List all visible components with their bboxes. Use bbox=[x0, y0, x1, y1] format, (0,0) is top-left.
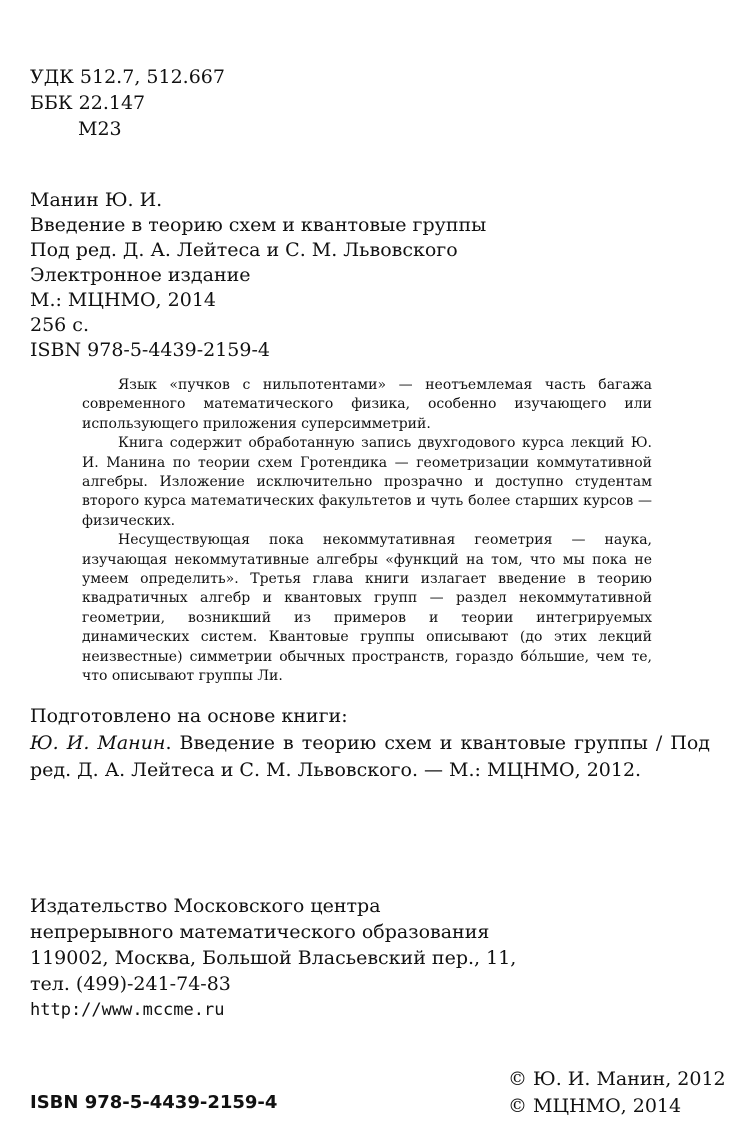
publisher-info bbox=[30, 893, 516, 1023]
author-mark: М23 bbox=[78, 118, 122, 140]
source-details: . Введение в теорию схем и квантовые группы / Под ред. Д. А. Лейтеса и С. М. Львовского. — М.: МЦНМО, 2012. bbox=[30, 732, 710, 781]
publisher-name-line1: Издательство Московского центра bbox=[30, 895, 381, 917]
annotation bbox=[82, 376, 652, 687]
book-pages: 256 с. bbox=[30, 314, 89, 336]
udc-code: УДК 512.7, 512.667 bbox=[30, 66, 225, 88]
book-isbn: ISBN 978-5-4439-2159-4 bbox=[30, 339, 270, 361]
publisher-url[interactable]: http://www.mccme.ru bbox=[30, 1000, 225, 1020]
bbk-code: ББК 22.147 bbox=[30, 92, 146, 114]
classification-block bbox=[30, 64, 225, 142]
book-editors: Под ред. Д. А. Лейтеса и С. М. Львовского bbox=[30, 239, 458, 261]
annotation-paragraph: Книга содержит обработанную запись двухгодового курса лекций Ю. И. Манина по теории схем Гротендика — геометризации коммутативной алгебры. Изложение исключительно прозрачно и доступно студентам второго курса математических факультетов и чуть более старших курсов — физических. bbox=[82, 435, 652, 529]
copyright-publisher: © МЦНМО, 2014 bbox=[508, 1095, 682, 1117]
book-publisher-year: М.: МЦНМО, 2014 bbox=[30, 289, 216, 311]
book-title: Введение в теорию схем и квантовые группы bbox=[30, 214, 487, 236]
source-heading: Подготовлено на основе книги: bbox=[30, 705, 348, 727]
book-edition: Электронное издание bbox=[30, 264, 251, 286]
annotation-paragraph: Язык «пучков с нильпотентами» — неотъемлемая часть багажа современного математического физика, особенно изучающего или использующего приложения суперсимметрий. bbox=[82, 377, 652, 432]
publisher-address: 119002, Москва, Большой Власьевский пер., 11, bbox=[30, 947, 517, 969]
source-author: Ю. И. Манин bbox=[30, 732, 166, 754]
publisher-name-line2: непрерывного математического образования bbox=[30, 921, 490, 943]
footer-isbn: ISBN 978-5-4439-2159-4 bbox=[30, 1092, 278, 1113]
annotation-paragraph: Несуществующая пока некоммутативная геометрия — наука, изучающая некоммутативные алгебры «функций на том, что мы пока не умеем определить». Третья глава книги излагает введение в теорию квадратичных алгебр и квантовых групп — раздел некоммутативной геометрии, возникший из примеров и теории интегрируемых динамических систем. Квантовые группы описывают (до этих лекций неизвестные) симметрии обычных пространств, гораздо бóльшие, чем те, что описывают группы Ли. bbox=[82, 532, 652, 685]
copyright-author: © Ю. И. Манин, 2012 bbox=[508, 1068, 726, 1090]
bibliographic-record bbox=[30, 188, 486, 363]
book-author: Манин Ю. И. bbox=[30, 189, 163, 211]
publisher-phone: тел. (499)-241-74-83 bbox=[30, 973, 231, 995]
source-reference bbox=[30, 703, 710, 784]
copyright-block bbox=[508, 1066, 726, 1120]
source-citation bbox=[30, 730, 710, 784]
